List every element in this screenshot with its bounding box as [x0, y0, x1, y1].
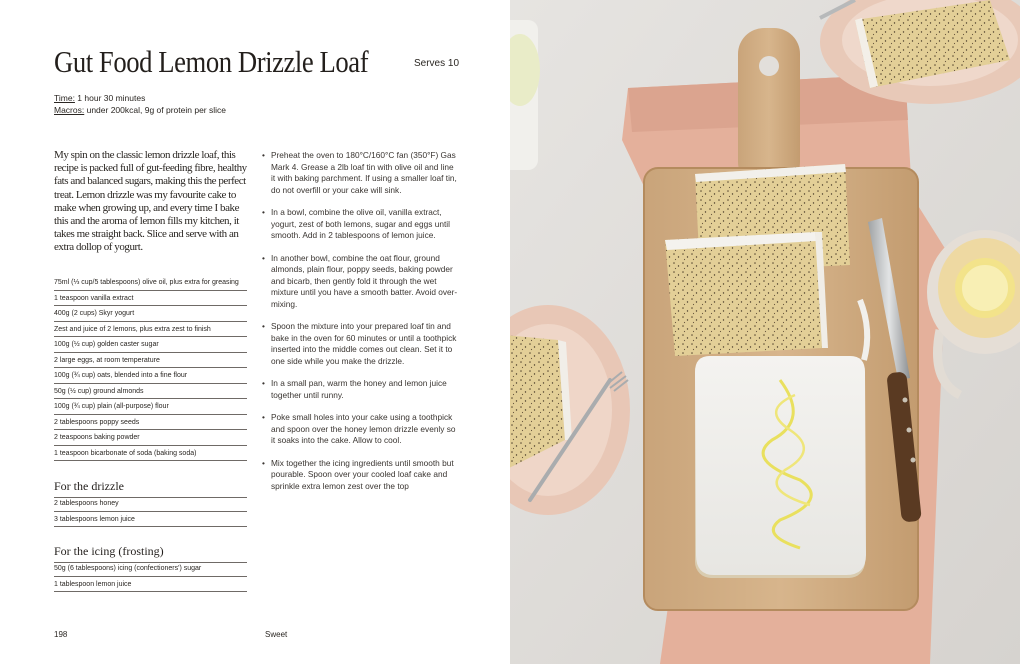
page-number: 198 [54, 630, 68, 639]
bullet: • [262, 457, 265, 468]
ingredient-item: 1 teaspoon bicarbonate of soda (baking soda) [54, 446, 247, 462]
bullet: • [262, 252, 265, 263]
ingredient-item: 3 tablespoons lemon juice [54, 512, 247, 528]
mug-top-left [510, 20, 540, 170]
recipe-title: Gut Food Lemon Drizzle Loaf [54, 44, 369, 79]
ingredient-item: 1 teaspoon vanilla extract [54, 291, 247, 307]
bullet: • [262, 378, 265, 388]
ingredient-item: 100g (¾ cup) oats, blended into a fine flour [54, 368, 247, 384]
method-steps [262, 150, 458, 503]
method-step [262, 253, 458, 311]
bullet: • [262, 412, 265, 422]
ingredient-item: 50g (6 tablespoons) icing (confectioners') sugar [54, 564, 247, 577]
serves-label: Serves 10 [414, 58, 460, 69]
method-step [262, 378, 458, 401]
method-step [262, 150, 458, 196]
ingredient-item: 100g (¾ cup) plain (all-purpose) flour [54, 399, 247, 415]
step-text: In a small pan, warm the honey and lemon juice together until runny. [271, 378, 447, 400]
ingredient-item: 100g (½ cup) golden caster sugar [54, 337, 247, 353]
recipe-intro: My spin on the classic lemon drizzle loaf, this recipe is packed full of gut-feeding fibre, healthy fats and balanced sugars, making this the perfect treat. Lemon drizzle was my favourite cake to make when growing up, and every time I bake this and the aroma of lemon fills my kitchen, it takes me straight back. Slice and serve with an extra dollop of yogurt. [54, 149, 247, 254]
macros-value: under 200kcal, 9g of protein per slice [84, 104, 226, 115]
method-step [262, 321, 458, 367]
time-value: 1 hour 30 minutes [74, 93, 146, 103]
lemon-loaf-photo [510, 0, 1020, 664]
recipe-meta [54, 93, 226, 116]
ingredient-item: 2 tablespoons honey [54, 499, 247, 512]
step-text: Preheat the oven to 180°C/160°C fan (350°F) Gas Mark 4. Grease a 2lb loaf tin with olive oil and line it with baking parchment. If using a smaller loaf tin, do not overfill or your cake will sink. [271, 150, 457, 195]
bullet: • [262, 150, 265, 160]
time-line [54, 93, 226, 105]
icing-heading: For the icing (frosting) [54, 544, 247, 563]
step-text: Mix together the icing ingredients until smooth but pourable. Spoon over your cooled loaf cake and sprinkle extra lemon zest over the top [271, 457, 454, 491]
step-text: Spoon the mixture into your prepared loaf tin and bake in the oven for 60 minutes or until a toothpick inserted into the middle comes out clean. Set it to one side while you make the drizzle. [271, 321, 457, 366]
ingredient-item: 2 tablespoons poppy seeds [54, 415, 247, 431]
lemon-loaf-illustration [510, 0, 1020, 664]
ingredient-item: 1 tablespoon lemon juice [54, 577, 247, 593]
bullet: • [262, 207, 265, 217]
ingredient-item: Zest and juice of 2 lemons, plus extra zest to finish [54, 322, 247, 338]
ingredient-item: 75ml (⅓ cup/5 tablespoons) olive oil, plus extra for greasing [54, 278, 247, 291]
ingredient-item: 400g (2 cups) Skyr yogurt [54, 306, 247, 322]
bullet: • [262, 321, 265, 331]
icing-list [54, 564, 247, 592]
drizzle-heading: For the drizzle [54, 479, 247, 498]
step-text: In another bowl, combine the oat flour, ground almonds, plain flour, poppy seeds, baking powder and bicarb, then gently fold it through the wet mixture until you have a smooth batter. Avoid over-mixing. [271, 252, 458, 309]
time-label: Time: [54, 93, 75, 103]
ingredient-item: 2 large eggs, at room temperature [54, 353, 247, 369]
ingredient-item: 50g (½ cup) ground almonds [54, 384, 247, 400]
method-step [262, 412, 458, 447]
method-step [262, 207, 458, 242]
section-name: Sweet [265, 630, 288, 639]
ingredient-list [54, 278, 247, 461]
drizzle-list [54, 499, 247, 527]
step-text: In a bowl, combine the olive oil, vanilla extract, yogurt, zest of both lemons, sugar and eggs until smooth. Add in 2 tablespoons of lemon juice. [271, 207, 450, 240]
step-text: Poke small holes into your cake using a toothpick and spoon over the honey lemon drizzle evenly so it soaks into the cake. Allow to cool. [271, 412, 456, 445]
macros-label: Macros: [54, 104, 85, 115]
macros-line [54, 105, 226, 117]
ingredient-item: 2 teaspoons baking powder [54, 430, 247, 446]
method-step [262, 458, 458, 493]
